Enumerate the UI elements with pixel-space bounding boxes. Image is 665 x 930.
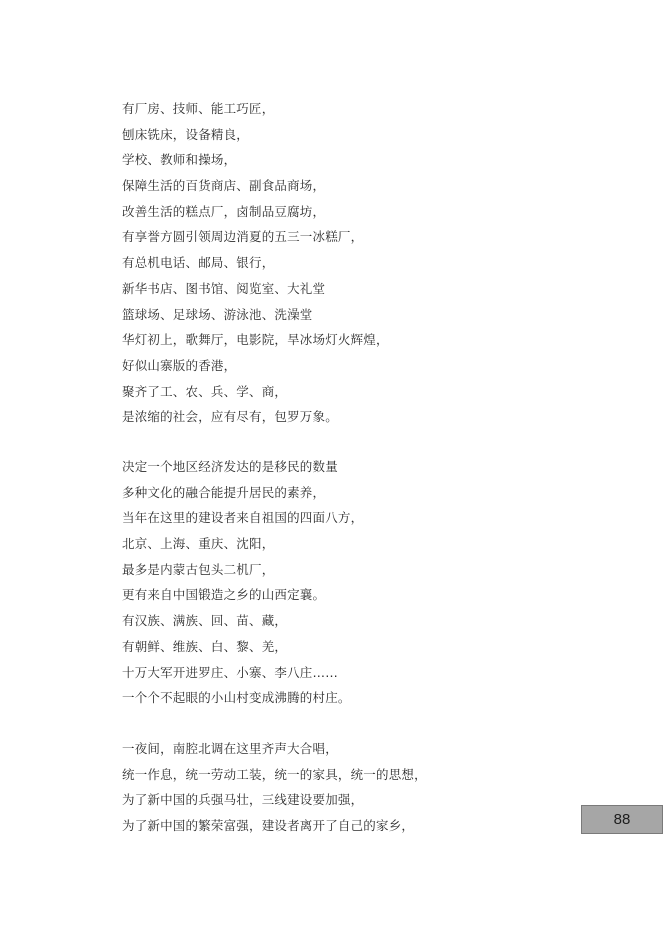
poem-line: 聚齐了工、农、兵、学、商， [122, 383, 288, 399]
poem-line: 为了新中国的繁荣富强，建设者离开了自己的家乡， [122, 818, 415, 834]
poem-stanza-1 [122, 96, 389, 430]
poem-line: 一夜间，南腔北调在这里齐声大合唱， [122, 741, 338, 756]
poem-stanza-2 [122, 454, 363, 711]
poem-line: 最多是内蒙古包头二机厂， [122, 561, 275, 577]
poem-line: 决定一个地区经济发达的是移民的数量 [122, 459, 338, 474]
poem-line: 统一作息，统一劳动工装，统一的家具，统一的思想， [122, 766, 427, 782]
poem-line: 更有来自中国锻造之乡的山西定襄。 [122, 587, 326, 603]
poem-line: 有享誉方圆引领周边消夏的五三一冰糕厂， [122, 229, 364, 245]
poem-line: 为了新中国的兵强马壮，三线建设要加强， [122, 792, 364, 808]
poem-line: 有汉族、满族、回、苗、藏， [122, 613, 288, 629]
poem-line: 保障生活的百货商店、副食品商场， [122, 178, 326, 194]
poem-line: 北京、上海、重庆、沈阳， [122, 536, 275, 552]
poem-line: 新华书店、图书馆、阅览室、大礼堂 [122, 280, 326, 296]
poem-stanza-3 [122, 736, 427, 839]
poem-line: 是浓缩的社会，应有尽有，包罗万象。 [122, 409, 338, 425]
poem-line: 篮球场、足球场、游泳池、洗澡堂 [122, 306, 313, 322]
poem-line: 当年在这里的建设者来自祖国的四面八方， [122, 510, 364, 526]
poem-line: 改善生活的糕点厂，卤制品豆腐坊， [122, 203, 326, 219]
page-number-badge: 88 [581, 805, 663, 834]
poem-line: 好似山寨版的香港， [122, 357, 237, 373]
poem-line: 有朝鲜、维族、白、黎、羌， [122, 638, 288, 654]
poem-line: 多种文化的融合能提升居民的素养， [122, 484, 326, 500]
poem-line: 有总机电话、邮局、银行， [122, 255, 275, 271]
poem-line: 一个个不起眼的小山村变成沸腾的村庄。 [122, 690, 351, 706]
poem-line: 学校、教师和操场， [122, 152, 237, 168]
poem-line: 有厂房、技师、能工巧匠， [122, 101, 275, 116]
poem-line: 刨床铣床，设备精良， [122, 126, 250, 142]
poem-line: 华灯初上，歌舞厅，电影院，旱冰场灯火辉煌， [122, 332, 389, 348]
poem-line: 十万大军开进罗庄、小寨、李八庄…… [122, 664, 338, 680]
